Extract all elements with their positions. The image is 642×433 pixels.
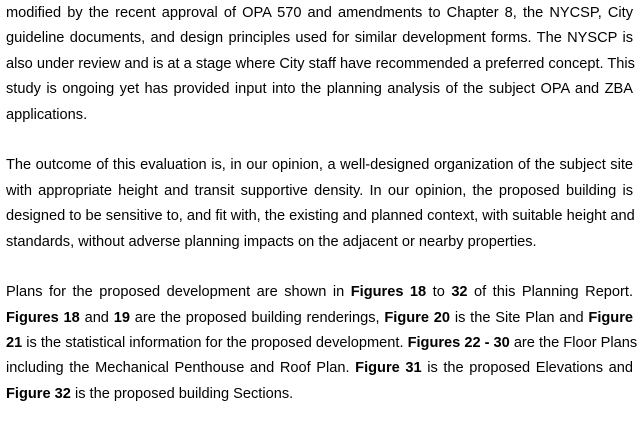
- figure-reference: Figure 20: [384, 309, 451, 326]
- text-line: [6, 1, 633, 26]
- text-run: applications.: [6, 106, 88, 123]
- text-run: guideline documents, and design principles used for similar development forms. The NYSCP is: [6, 30, 633, 47]
- text-run: designed to be sensitive to, and fit with, the existing and planned context, with suitable height and: [6, 208, 635, 225]
- text-run: is the statistical information for the proposed development.: [22, 335, 408, 352]
- text-run: modified by the recent approval of OPA 570 and amendments to Chapter 8, the NYCSP, City: [6, 5, 633, 21]
- text-run: also under review and is at a stage where City staff have recommended a preferred concept. This: [6, 55, 635, 72]
- paragraph-plans-figures: [6, 280, 638, 407]
- figure-reference: 32: [451, 284, 468, 301]
- figure-reference: Figure: [588, 309, 633, 326]
- figure-reference: Figures 18: [350, 284, 427, 301]
- text-run: is the proposed Elevations and: [421, 360, 633, 377]
- figure-reference: 19: [113, 309, 130, 326]
- text-run: standards, without adverse planning impacts on the adjacent or nearby properties.: [6, 233, 537, 250]
- figure-reference: Figure 31: [355, 360, 422, 377]
- text-line: [6, 52, 633, 77]
- text-run: is the proposed building Sections.: [70, 385, 294, 402]
- text-line: [6, 26, 633, 51]
- text-line: [6, 153, 633, 178]
- text-line: [6, 230, 633, 255]
- text-line: [6, 280, 633, 305]
- text-run: Plans for the proposed development are shown in: [6, 284, 351, 301]
- text-line: [6, 179, 633, 204]
- text-run: to: [426, 284, 452, 301]
- text-line: [6, 306, 633, 331]
- figure-reference: Figure 32: [6, 385, 71, 402]
- text-line: [6, 331, 638, 356]
- text-line: [6, 204, 633, 229]
- paragraph-context-review: [6, 1, 633, 128]
- text-line: [6, 103, 633, 128]
- text-run: are the proposed building renderings,: [129, 309, 385, 326]
- figure-reference: 21: [6, 335, 23, 352]
- paragraph-evaluation-outcome: [6, 153, 633, 255]
- text-run: with appropriate height and transit supportive density. In our opinion, the proposed building is: [6, 182, 633, 199]
- figure-reference: Figures 18: [6, 309, 80, 326]
- text-run: of this Planning Report.: [467, 284, 634, 301]
- document-page: [6, 0, 638, 433]
- text-run: The outcome of this evaluation is, in our opinion, a well-designed organization of the subject site: [6, 157, 633, 174]
- text-line: [6, 356, 633, 381]
- text-run: and: [79, 309, 114, 326]
- figure-reference: Figures 22 - 30: [407, 335, 510, 352]
- text-run: study is ongoing yet has provided input into the planning analysis of the subject OPA and ZBA: [6, 81, 633, 98]
- text-run: are the Floor Plans: [509, 335, 638, 352]
- text-run: is the Site Plan and: [450, 309, 589, 326]
- text-line: [6, 382, 633, 407]
- text-line: [6, 77, 633, 102]
- text-run: including the Mechanical Penthouse and Roof Plan.: [6, 360, 356, 377]
